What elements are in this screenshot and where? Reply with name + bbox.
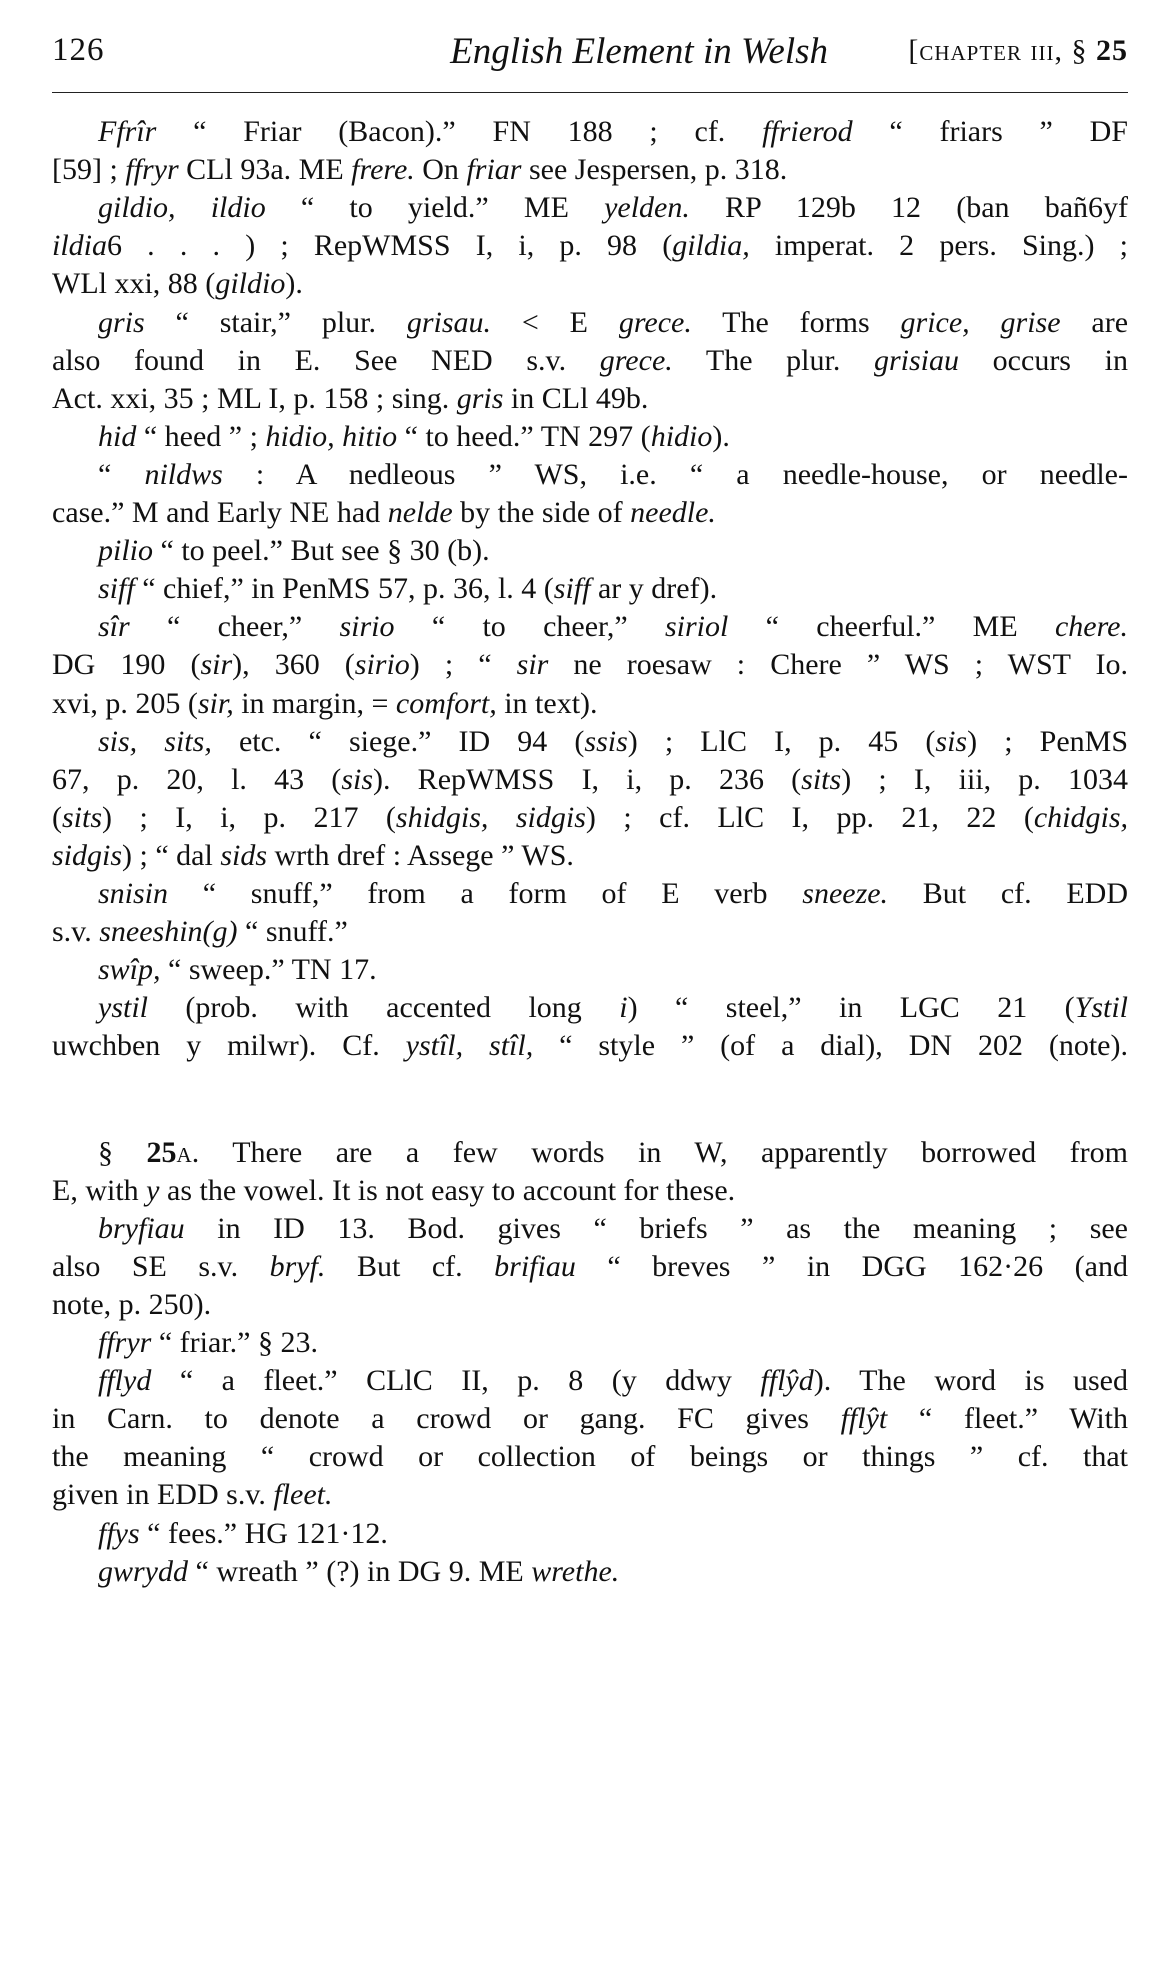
text-line: “ nildws : A nedleous ” WS, i.e. “ a needle-house, or needle- xyxy=(98,457,1128,491)
text-line: gris “ stair,” plur. grisau. < E grece. The forms grice, grise are xyxy=(98,305,1129,339)
text-line: hid “ heed ” ; hidio, hitio “ to heed.” TN 297 (hidio). xyxy=(98,419,730,453)
text-line: bryfiau in ID 13. Bod. gives “ briefs ” as the meaning ; see xyxy=(98,1211,1128,1245)
text-line: Act. xxi, 35 ; ML I, p. 158 ; sing. gris in CLl 49b. xyxy=(52,381,649,415)
text-line: uwchben y milwr). Cf. ystîl, stîl, “ style ” (of a dial), DN 202 (note). xyxy=(52,1029,1128,1063)
text-line: (sits) ; I, i, p. 217 (shidgis, sidgis) ; cf. LlC I, pp. 21, 22 (chidgis, xyxy=(52,800,1129,834)
text-line: fflyd “ a fleet.” CLlC II, p. 8 (y ddwy fflŷd). The word is used xyxy=(98,1364,1128,1398)
header-rule xyxy=(52,92,1128,93)
text-line: [59] ; ffryr CLl 93a. ME frere. On friar see Jespersen, p. 318. xyxy=(52,153,788,187)
text-line: DG 190 (sir), 360 (sirio) ; “ sir ne roesaw : Chere ” WS ; WST Io. xyxy=(52,648,1128,682)
text-line: the meaning “ crowd or collection of beings or things ” cf. that xyxy=(52,1440,1128,1474)
running-title: English Element in Welsh xyxy=(450,31,828,72)
text-line: sîr “ cheer,” sirio “ to cheer,” siriol “ cheerful.” ME chere. xyxy=(98,610,1128,644)
text-line: case.” M and Early NE had nelde by the side of needle. xyxy=(52,496,716,529)
text-line: pilio “ to peel.” But see § 30 (b). xyxy=(98,534,490,568)
text-line: s.v. sneeshin(g) “ snuff.” xyxy=(52,915,348,949)
text-line: ffryr “ friar.” § 23. xyxy=(98,1326,318,1359)
text-line: swîp, “ sweep.” TN 17. xyxy=(98,953,377,987)
page-number: 126 xyxy=(52,32,105,68)
section-reference xyxy=(908,34,1128,68)
text-line: siff “ chief,” in PenMS 57, p. 36, l. 4 (siff ar y dref). xyxy=(98,572,718,606)
text-line: note, p. 250). xyxy=(52,1287,212,1321)
section-number: 25 xyxy=(1096,34,1128,67)
text-line: given in EDD s.v. fleet. xyxy=(52,1478,333,1512)
text-line: xvi, p. 205 (sir, in margin, = comfort, in text). xyxy=(52,686,598,720)
text-line: snisin “ snuff,” from a form of E verb sneeze. But cf. EDD xyxy=(98,877,1129,910)
text-line: also found in E. See NED s.v. grece. The plur. grisiau occurs in xyxy=(52,343,1128,377)
text-line: ffys “ fees.” HG 121·12. xyxy=(98,1516,388,1550)
text-line: in Carn. to denote a crowd or gang. FC gives fflŷt “ fleet.” With xyxy=(52,1402,1129,1436)
text-line: Ffrîr “ Friar (Bacon).” FN 188 ; cf. ffrierod “ friars ” DF xyxy=(98,115,1128,148)
text-line: gildio, ildio “ to yield.” ME yelden. RP 129b 12 (ban bañ6yf xyxy=(98,191,1128,225)
text-line: sis, sits, etc. “ siege.” ID 94 (ssis) ; LlC I, p. 45 (sis) ; PenMS xyxy=(98,724,1129,758)
running-header xyxy=(52,30,1128,86)
text-line: ildia6 . . . ) ; RepWMSS I, i, p. 98 (gildia, imperat. 2 pers. Sing.) ; xyxy=(52,229,1129,263)
section-prefix: [chapter iii, § xyxy=(908,34,1088,67)
text-line: WLl xxi, 88 (gildio). xyxy=(52,267,303,301)
text-line: also SE s.v. bryf. But cf. brifiau “ breves ” in DGG 162·26 (and xyxy=(52,1249,1128,1283)
text-line: E, with y as the vowel. It is not easy to account for these. xyxy=(52,1173,736,1207)
text-line: § 25a. There are a few words in W, apparently borrowed from xyxy=(98,1135,1128,1169)
text-line: gwrydd “ wreath ” (?) in DG 9. ME wrethe. xyxy=(98,1554,620,1588)
text-line: ystil (prob. with accented long i) “ steel,” in LGC 21 (Ystil xyxy=(98,991,1129,1025)
text-line: 67, p. 20, l. 43 (sis). RepWMSS I, i, p. 236 (sits) ; I, iii, p. 1034 xyxy=(52,762,1128,796)
text-line: sidgis) ; “ dal sids wrth dref : Assege ” WS. xyxy=(52,838,574,872)
